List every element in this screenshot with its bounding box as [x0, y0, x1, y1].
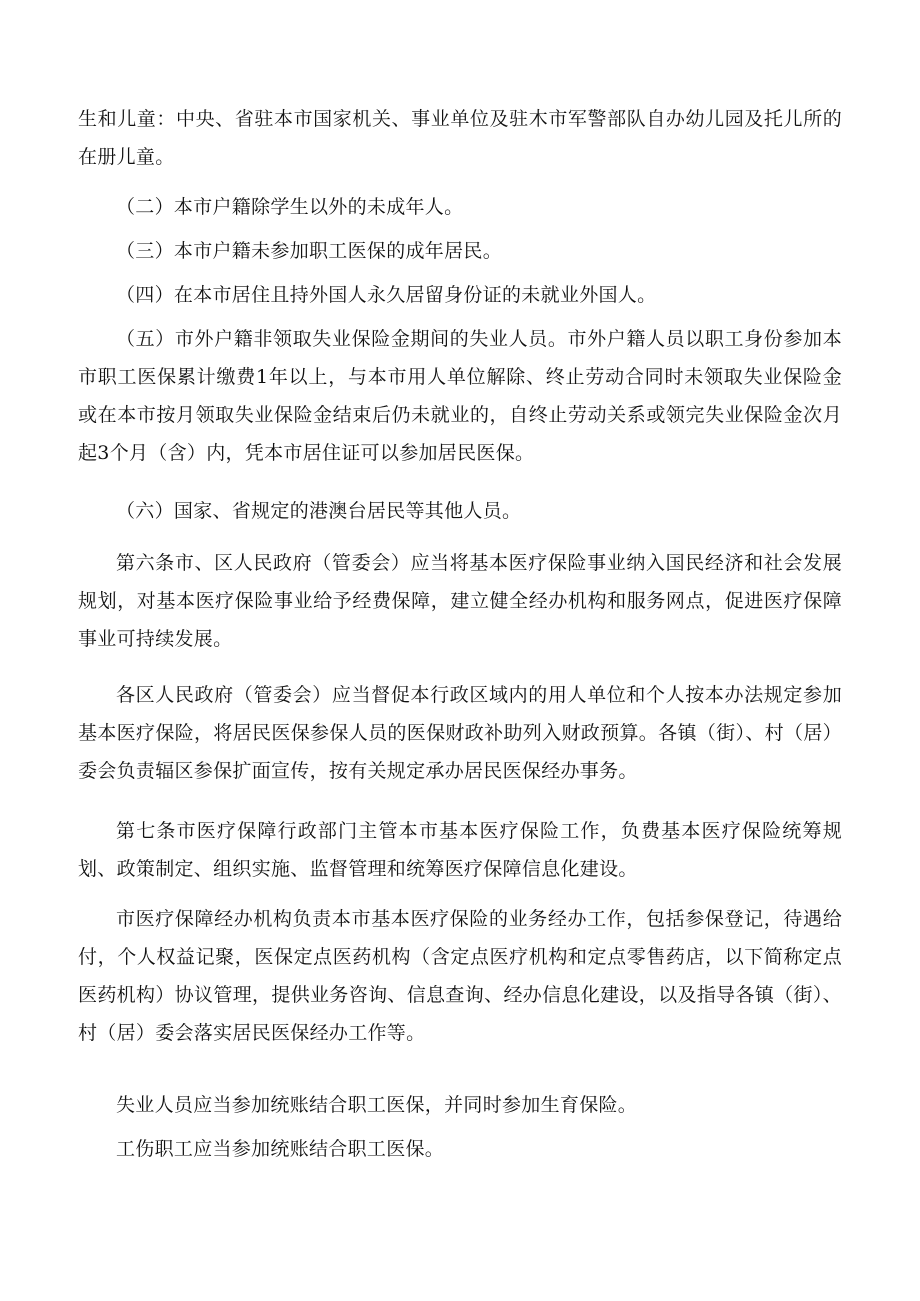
paragraph-injured-workers: 工伤职工应当参加统账结合职工医保。 — [116, 1138, 445, 1160]
paragraph-district-governments: 各区人民政府（管委会）应当督促本行政区域内的用人单位和个人按本办法规定参加基本医疗保险，将居民医保参保人员的医保财政补助列入财政预算。各镇（街）、村（居）委会负责辐区参保扩面宣传，按有关规定承办居民医保经办事务。 — [78, 684, 842, 782]
paragraph-continuation: 生和儿童：中央、省驻本市国家机关、事业单位及驻木市军警部队自办幼儿园及托儿所的在册儿童。 — [78, 108, 842, 168]
paragraph-article-7: 第七条市医疗保障行政部门主管本市基本医疗保险工作，负费基本医疗保险统筹规划、政策制定、组织实施、监督管理和统筹医疗保障信息化建设。 — [78, 820, 842, 880]
paragraph-item-5: （五）市外户籍非领取失业保险金期间的失业人员。市外户籍人员以职工身份参加本市职工医保累计缴费1年以上，与本市用人单位解除、终止劳动合同时未领取失业保险金或在本市按月领取失业保险金结束后仍未就业的，自终止劳动关系或领完失业保险金次月起3个月（含）内，凭本市居住证可以参加居民医保。 — [78, 328, 842, 464]
paragraph-item-3: （三）本市户籍未参加职工医保的成年居民。 — [116, 240, 503, 262]
paragraph-item-6: （六）国家、省规定的港澳台居民等其他人员。 — [116, 500, 522, 522]
paragraph-item-2: （二）本市户籍除学生以外的未成年人。 — [116, 196, 464, 218]
paragraph-article-6: 第六条市、区人民政府（管委会）应当将基本医疗保险事业纳入国民经济和社会发展规划，对基本医疗保险事业给予经费保障，建立健全经办机构和服务网点，促进医疗保障事业可持续发展。 — [78, 552, 842, 650]
paragraph-unemployed: 失业人员应当参加统账结合职工医保，并同时参加生育保险。 — [116, 1094, 638, 1116]
paragraph-agency-duties: 市医疗保障经办机构负责本市基本医疗保险的业务经办工作，包括参保登记，待遇给付，个人权益记聚，医保定点医药机构（含定点医疗机构和定点零售药店，以下简称定点医药机构）协议管理，提供业务咨询、信息查询、经办信息化建设，以及指导各镇（街）、村（居）委会落实居民医保经办工作等。 — [78, 908, 842, 1044]
paragraph-item-4: （四）在本市居住且持外国人永久居留身份证的未就业外国人。 — [116, 284, 657, 306]
